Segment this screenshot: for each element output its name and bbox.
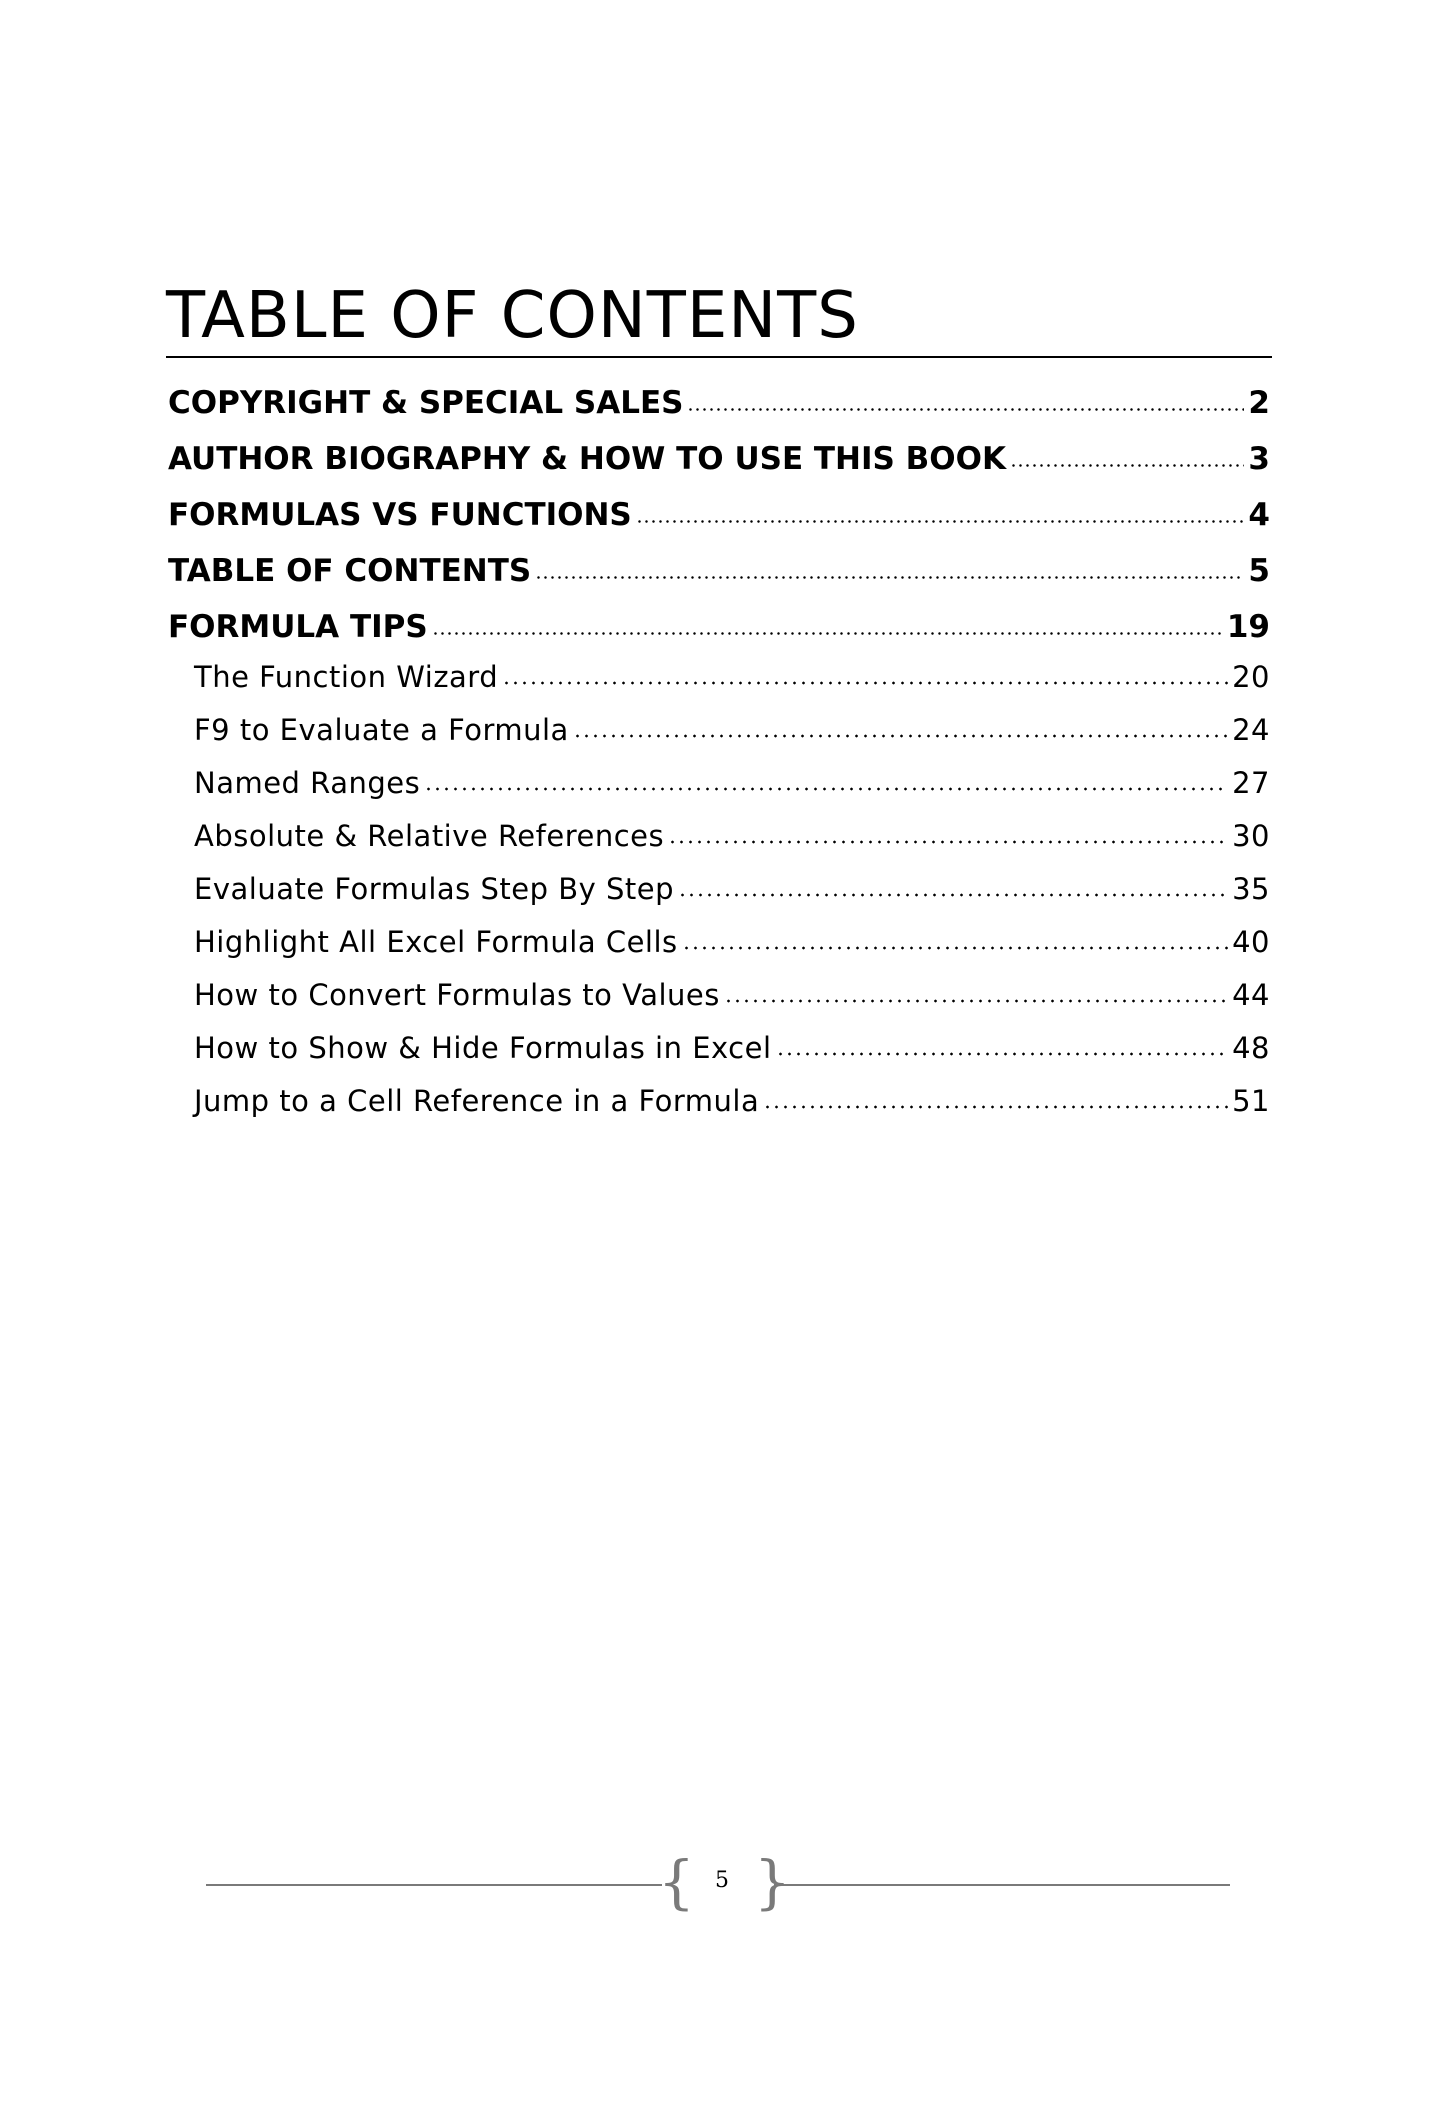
dot-leader — [636, 494, 1245, 525]
toc-subentry-label: Jump to a Cell Reference in a Formula — [194, 1084, 760, 1118]
dot-leader — [687, 382, 1244, 413]
toc-subentry-label: How to Show & Hide Formulas in Excel — [194, 1031, 772, 1065]
toc-subentry-page: 51 — [1232, 1084, 1270, 1118]
dot-leader — [668, 817, 1228, 846]
toc-subentry-label: Highlight All Excel Formula Cells — [194, 925, 678, 959]
toc-subentry[interactable] — [168, 756, 1270, 809]
close-brace-icon: } — [754, 1848, 791, 1916]
toc-subentry[interactable] — [168, 703, 1270, 756]
dot-leader — [776, 1029, 1229, 1058]
toc-entry[interactable] — [168, 426, 1270, 482]
toc-entry-label: FORMULA TIPS — [168, 609, 428, 645]
title-underline — [166, 356, 1272, 358]
table-of-contents — [168, 370, 1270, 1127]
toc-subentry-page: 44 — [1232, 978, 1270, 1012]
toc-subentry-label: The Function Wizard — [194, 660, 499, 694]
toc-subentry[interactable] — [168, 968, 1270, 1021]
toc-entry-label: COPYRIGHT & SPECIAL SALES — [168, 385, 684, 421]
dot-leader — [678, 870, 1228, 899]
toc-entry-page: 3 — [1248, 441, 1270, 477]
dot-leader — [682, 923, 1228, 952]
toc-entry-label: FORMULAS VS FUNCTIONS — [168, 497, 632, 533]
toc-subentry-page: 48 — [1232, 1031, 1270, 1065]
toc-subentry-label: How to Convert Formulas to Values — [194, 978, 720, 1012]
toc-subentry-page: 40 — [1232, 925, 1270, 959]
page-footer — [206, 1848, 1230, 1916]
page-title: TABLE OF CONTENTS — [166, 279, 859, 353]
toc-entry[interactable] — [168, 594, 1270, 650]
dot-leader — [763, 1082, 1228, 1111]
toc-subentry[interactable] — [168, 1074, 1270, 1127]
toc-subentry-page: 27 — [1232, 766, 1270, 800]
toc-subentry-label: Evaluate Formulas Step By Step — [194, 872, 675, 906]
toc-subentry[interactable] — [168, 915, 1270, 968]
toc-entry[interactable] — [168, 482, 1270, 538]
toc-subentry[interactable] — [168, 1021, 1270, 1074]
dot-leader — [1010, 438, 1244, 469]
footer-rule-right — [774, 1884, 1230, 1886]
toc-subentry-page: 35 — [1232, 872, 1270, 906]
dot-leader — [573, 711, 1228, 740]
toc-subentry-label: F9 to Evaluate a Formula — [194, 713, 569, 747]
toc-entry[interactable] — [168, 370, 1270, 426]
toc-subentry[interactable] — [168, 809, 1270, 862]
toc-subentry-label: Named Ranges — [194, 766, 421, 800]
toc-entry-label: AUTHOR BIOGRAPHY & HOW TO USE THIS BOOK — [168, 441, 1007, 477]
toc-subentry-page: 30 — [1232, 819, 1270, 853]
toc-subentry[interactable] — [168, 862, 1270, 915]
dot-leader — [424, 764, 1228, 793]
page-number: 5 — [715, 1868, 729, 1893]
open-brace-icon: { — [658, 1848, 695, 1916]
toc-subentry[interactable] — [168, 650, 1270, 703]
dot-leader — [502, 658, 1228, 687]
toc-entry-label: TABLE OF CONTENTS — [168, 553, 532, 589]
toc-entry-page: 19 — [1226, 609, 1270, 645]
toc-entry-page: 5 — [1248, 553, 1270, 589]
dot-leader — [535, 550, 1244, 581]
toc-entry-page: 2 — [1248, 385, 1270, 421]
dot-leader — [724, 976, 1228, 1005]
dot-leader — [432, 606, 1223, 637]
toc-entry[interactable] — [168, 538, 1270, 594]
toc-subentry-page: 20 — [1232, 660, 1270, 694]
toc-subentry-page: 24 — [1232, 713, 1270, 747]
toc-entry-page: 4 — [1248, 497, 1270, 533]
footer-rule-left — [206, 1884, 662, 1886]
toc-subentry-label: Absolute & Relative References — [194, 819, 665, 853]
